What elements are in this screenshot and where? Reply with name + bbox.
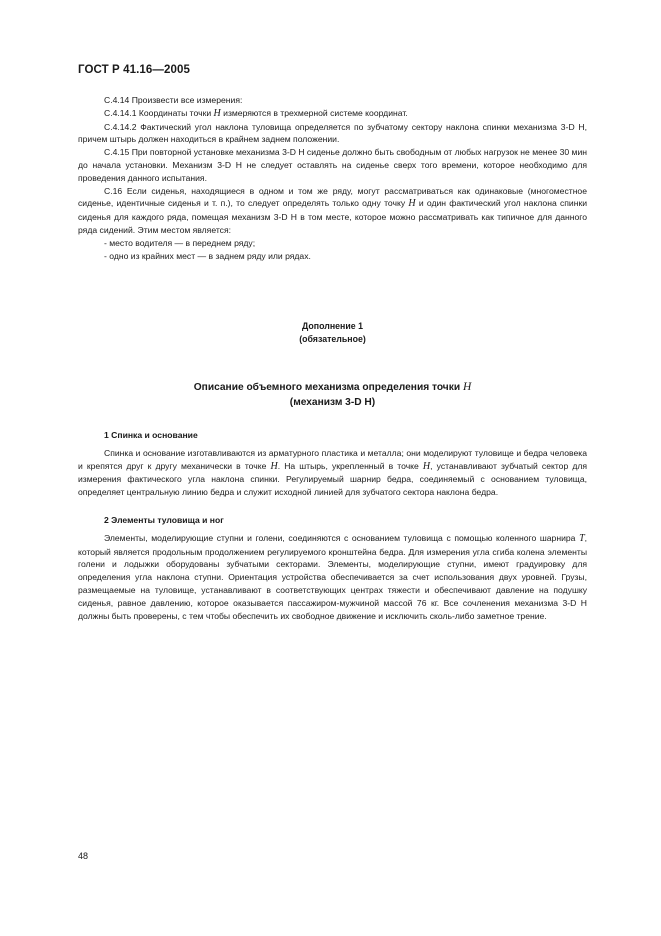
section-2-heading: 2 Элементы туловища и ног bbox=[104, 515, 224, 525]
title-text: Описание объемного механизма определения точки bbox=[193, 382, 461, 393]
paragraph-c4141 bbox=[78, 107, 587, 121]
text-span: С.4.14.1 Координаты точки bbox=[104, 107, 212, 118]
paragraph-c4142: С.4.14.2 Фактический угол наклона туловища определяется по зубчатому сектору наклона спинки механизма 3-D H, причем штырь должен находиться в крайнем заднем положении. bbox=[78, 121, 587, 145]
annex-heading bbox=[78, 320, 587, 346]
section-c414-block bbox=[78, 94, 587, 262]
section-2-paragraph bbox=[78, 532, 587, 623]
list-item-driver: - место водителя — в переднем ряду; bbox=[104, 237, 256, 248]
text-span: измеряются в трехмерной системе координат. bbox=[223, 107, 408, 118]
section-1-block bbox=[78, 429, 587, 499]
symbol-h: H bbox=[462, 381, 472, 393]
symbol-h: H bbox=[270, 460, 278, 472]
text-span: , который является продольным продолжением регулируемого кронштейна бедра. Для измерения угла сгиба колена элементы голени и лодыжки оборудованы зубчатыми секторами. Элементы, моделирующие ступни, имеют градуировку для определения угла наклона ступни. Ориентация устройства обеспечивается за счет использования двух уровней. Грузы, размещаемые на туловище, устанавливают в соответствующих центрах тяжести и обеспечивают давление на подушку сиденья, равное давлению, которое оказывается пассажиром-мужчиной массой 76 кг. Все сочленения механизма 3-D H должны быть проверены, с тем чтобы обеспечить их свободное движение и исключить сколь-либо заметное трение. bbox=[78, 532, 588, 621]
document-title bbox=[78, 380, 587, 410]
text-span: . На штырь, укрепленный в точке bbox=[277, 460, 419, 471]
symbol-t: T bbox=[579, 532, 585, 544]
annex-title: Дополнение 1 bbox=[302, 321, 363, 331]
paragraph-c414: С.4.14 Произвести все измерения: bbox=[104, 95, 243, 105]
text-span: Спинка и основание изготавливаются из арматурного пластика и металла; они моделируют туловище и бедра человека и крепятся друг к другу механически в точке bbox=[78, 447, 587, 471]
symbol-h: H bbox=[408, 198, 416, 210]
section-2-block bbox=[78, 514, 587, 622]
page-number: 48 bbox=[78, 851, 89, 861]
text-span: С.16 Если сиденья, находящиеся в одном и том же ряду, могут рассматриваться как одинаковые (многоместное сиденье, идентичные сиденья и т. п.), то следует определять только одну точку bbox=[78, 185, 587, 209]
text-span: , устанавливают зубчатый сектор для измерения фактического угла наклона спинки. Регулируемый шарнир бедра, соединяемый с основанием туловища, определяет центральную линию бедра и служит исходной линией для зубчатого сектора наклона бедра. bbox=[78, 460, 588, 498]
paragraph-c415: С.4.15 При повторной установке механизма 3-D H сиденье должно быть свободным от любых нагрузок не менее 30 мин до начала установки. Механизм 3-D H не следует оставлять на сиденье сверх того времени, которое необходимо для проведения данного испытания. bbox=[78, 147, 587, 183]
document-header: ГОСТ Р 41.16—2005 bbox=[78, 64, 190, 76]
paragraph-c16 bbox=[78, 185, 587, 237]
section-1-heading: 1 Спинка и основание bbox=[104, 430, 198, 440]
title-line-1 bbox=[78, 380, 587, 396]
list-item-outer-seat: - одно из крайних мест — в заднем ряду или рядах. bbox=[104, 250, 311, 261]
symbol-h: H bbox=[422, 460, 431, 472]
annex-subtitle: (обязательное) bbox=[299, 333, 366, 344]
symbol-h: H bbox=[213, 107, 221, 119]
text-span: и один фактический угол наклона спинки сиденья для каждого ряда, помещая механизм 3-D H в том месте, которое можно рассматривать как типичное для данного ряда сидений. Этим местом является: bbox=[78, 198, 588, 235]
section-1-paragraph bbox=[78, 447, 587, 499]
title-line-2: (механизм 3-D H) bbox=[289, 396, 376, 408]
text-span: Элементы, моделирующие ступни и голени, соединяются с основанием туловища с помощью коленного шарнира bbox=[104, 532, 576, 543]
